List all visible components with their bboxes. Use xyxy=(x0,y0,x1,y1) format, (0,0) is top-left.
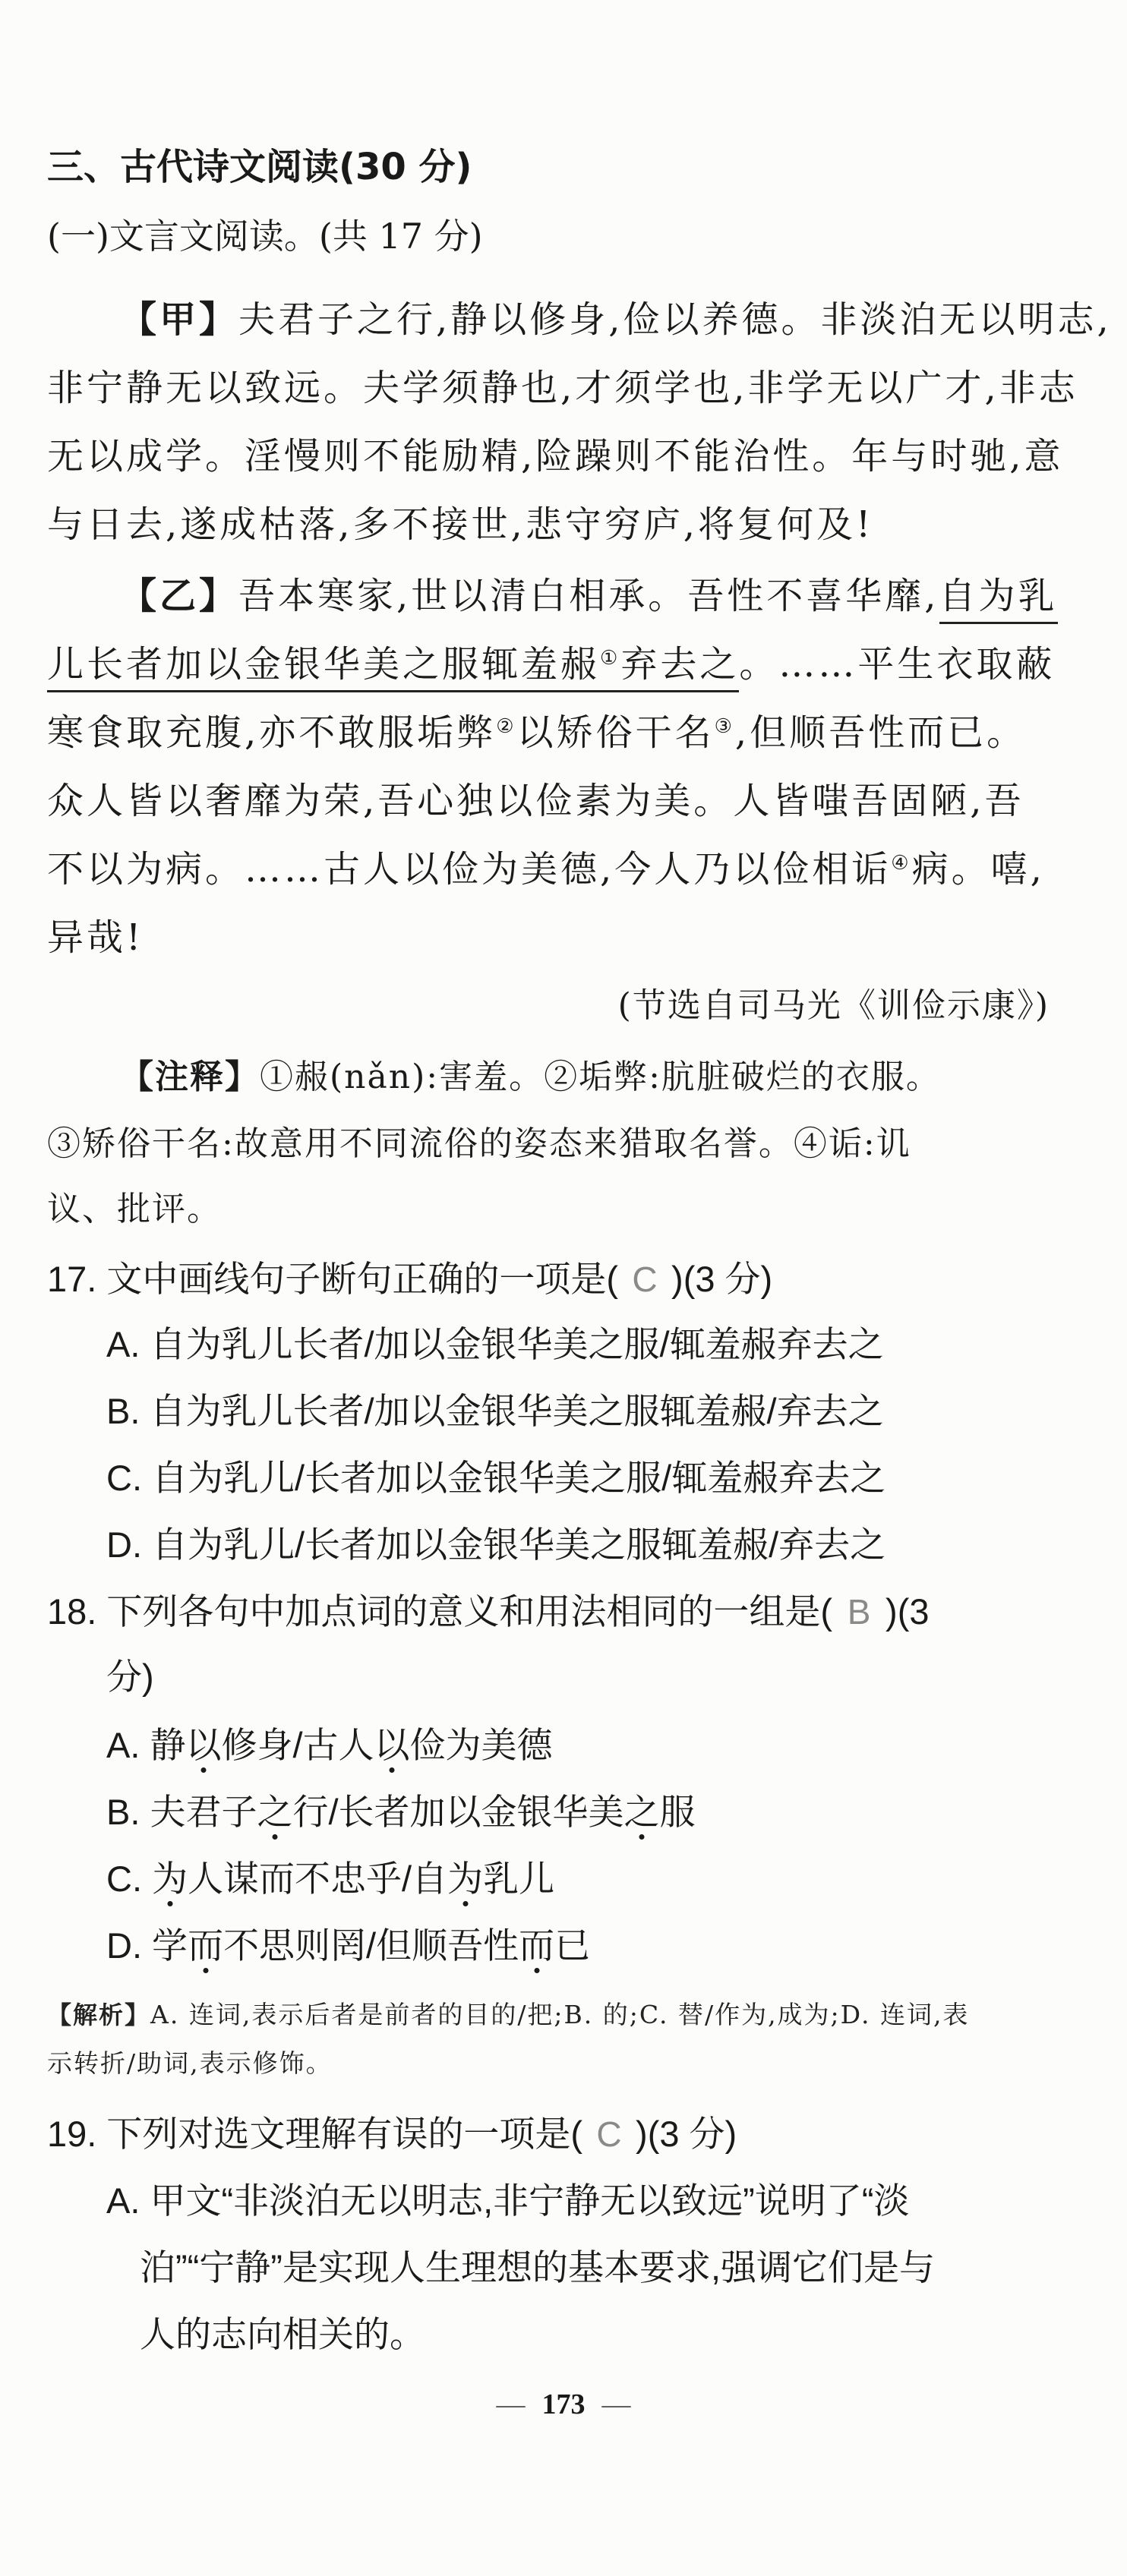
question-18-option-c: C. 为人谋而不忠乎/自为乳儿 xyxy=(106,1859,555,1899)
page-number-dash-left: — xyxy=(496,2388,526,2420)
question-17-stem: 17. 文中画线句子断句正确的一项是( C )(3 分) xyxy=(47,1259,773,1299)
emphasis-dot-word: 之 xyxy=(257,1792,293,1832)
passage-yi-line-4: 众人皆以奢靡为荣,吾心独以俭素为美。人皆嗤吾固陋,吾 xyxy=(47,780,1024,822)
notes-line-2: ③矫俗干名:故意用不同流俗的姿态来猎取名誉。④诟:讥 xyxy=(47,1124,911,1163)
question-18-option-d: D. 学而不思则罔/但顺吾性而已 xyxy=(106,1925,591,1966)
passage-jia-line-3: 无以成学。淫慢则不能励精,险躁则不能治性。年与时驰,意 xyxy=(47,435,1064,478)
question-17-option-d: D. 自为乳儿/长者加以金银华美之服辄羞赧/弃去之 xyxy=(106,1524,886,1565)
passage-yi-line-2: 儿长者加以金银华美之服辄羞赧①弃去之。……平生衣取蔽 xyxy=(47,635,1055,687)
footnote-marker-1: ① xyxy=(600,647,621,670)
footnote-marker-3: ③ xyxy=(714,715,735,738)
analysis-tag: 【解析】 xyxy=(47,2001,151,2029)
notes-tag: 【注释】 xyxy=(120,1058,260,1096)
passage-jia-line-1: 【甲】夫君子之行,静以修身,俭以养德。非淡泊无以明志, xyxy=(120,298,1112,341)
emphasis-dot-word: 之 xyxy=(623,1792,660,1832)
passage-jia-line-4: 与日去,遂成枯落,多不接世,悲守穷庐,将复何及! xyxy=(47,503,874,546)
question-19-option-a-line-3: 人的志向相关的。 xyxy=(140,2314,425,2354)
emphasis-dot-word: 而 xyxy=(188,1925,224,1966)
notes-line-3: 议、批评。 xyxy=(47,1190,222,1228)
passage-yi-line-3: 寒食取充腹,亦不敢服垢弊②以矫俗干名③,但顺吾性而已。 xyxy=(47,711,1027,754)
question-17-option-b: B. 自为乳儿长者/加以金银华美之服辄羞赧/弃去之 xyxy=(106,1391,884,1431)
emphasis-dot-word: 为 xyxy=(447,1859,484,1899)
question-17-option-c: C. 自为乳儿/长者加以金银华美之服/辄羞赧弃去之 xyxy=(106,1458,886,1498)
passage-yi-line-1: 【乙】吾本寒家,世以清白相承。吾性不喜华靡,自为乳 xyxy=(47,566,1058,619)
section-title: 三、古代诗文阅读(30 分) xyxy=(47,146,472,188)
question-19-option-a-line-1: A. 甲文“非淡泊无以明志,非宁静无以致远”说明了“淡 xyxy=(106,2180,910,2221)
question-19-answer: C xyxy=(596,2114,622,2154)
question-19-option-a-line-2: 泊”“宁静”是实现人生理想的基本要求,强调它们是与 xyxy=(140,2247,936,2288)
footnote-marker-4: ④ xyxy=(891,852,912,875)
emphasis-dot-word: 以 xyxy=(185,1725,222,1765)
passage-yi-line-5: 不以为病。……古人以俭为美德,今人乃以俭相诟④病。嘻, xyxy=(47,848,1045,891)
question-19-stem: 19. 下列对选文理解有误的一项是( C )(3 分) xyxy=(47,2114,737,2154)
page-number: — 173 — xyxy=(0,2388,1127,2421)
question-18-answer: B xyxy=(847,1592,871,1632)
underlined-sentence-start: 自为乳 xyxy=(939,575,1058,624)
question-18-analysis-line-1: 【解析】A. 连词,表示后者是前者的目的/把;B. 的;C. 替/作为,成为;D. 连词,表 xyxy=(47,2000,970,2029)
question-18-option-b: B. 夫君子之行/长者加以金银华美之服 xyxy=(106,1792,696,1832)
passage-jia-tag: 【甲】 xyxy=(120,298,239,341)
emphasis-dot-word: 为 xyxy=(152,1859,188,1899)
question-18-option-a: A. 静以修身/古人以俭为美德 xyxy=(106,1725,553,1765)
emphasis-dot-word: 而 xyxy=(519,1925,555,1966)
passage-yi-line-6: 异哉! xyxy=(47,916,144,959)
page-number-dash-right: — xyxy=(601,2388,631,2420)
underlined-sentence: 儿长者加以金银华美之服辄羞赧①弃去之 xyxy=(47,643,739,692)
passage-jia-line-2: 非宁静无以致远。夫学须静也,才须学也,非学无以广才,非志 xyxy=(47,367,1078,409)
question-18-analysis-line-2: 示转折/助词,表示修饰。 xyxy=(47,2048,333,2078)
passage-yi-tag: 【乙】 xyxy=(120,575,239,617)
notes-line-1: 【注释】①赧(nǎn):害羞。②垢弊:肮脏破烂的衣服。 xyxy=(120,1058,941,1096)
footnote-marker-2: ② xyxy=(496,715,517,738)
question-17-answer: C xyxy=(632,1260,658,1299)
question-17-option-a: A. 自为乳儿长者/加以金银华美之服/辄羞赧弃去之 xyxy=(106,1324,884,1364)
emphasis-dot-word: 以 xyxy=(374,1725,410,1765)
subsection-title: (一)文言文阅读。(共 17 分) xyxy=(47,216,483,257)
passage-source: (节选自司马光《训俭示康》) xyxy=(617,986,1050,1025)
question-18-stem: 18. 下列各句中加点词的意义和用法相同的一组是( B )(3 xyxy=(47,1591,930,1632)
question-18-stem-continued: 分) xyxy=(106,1657,154,1697)
